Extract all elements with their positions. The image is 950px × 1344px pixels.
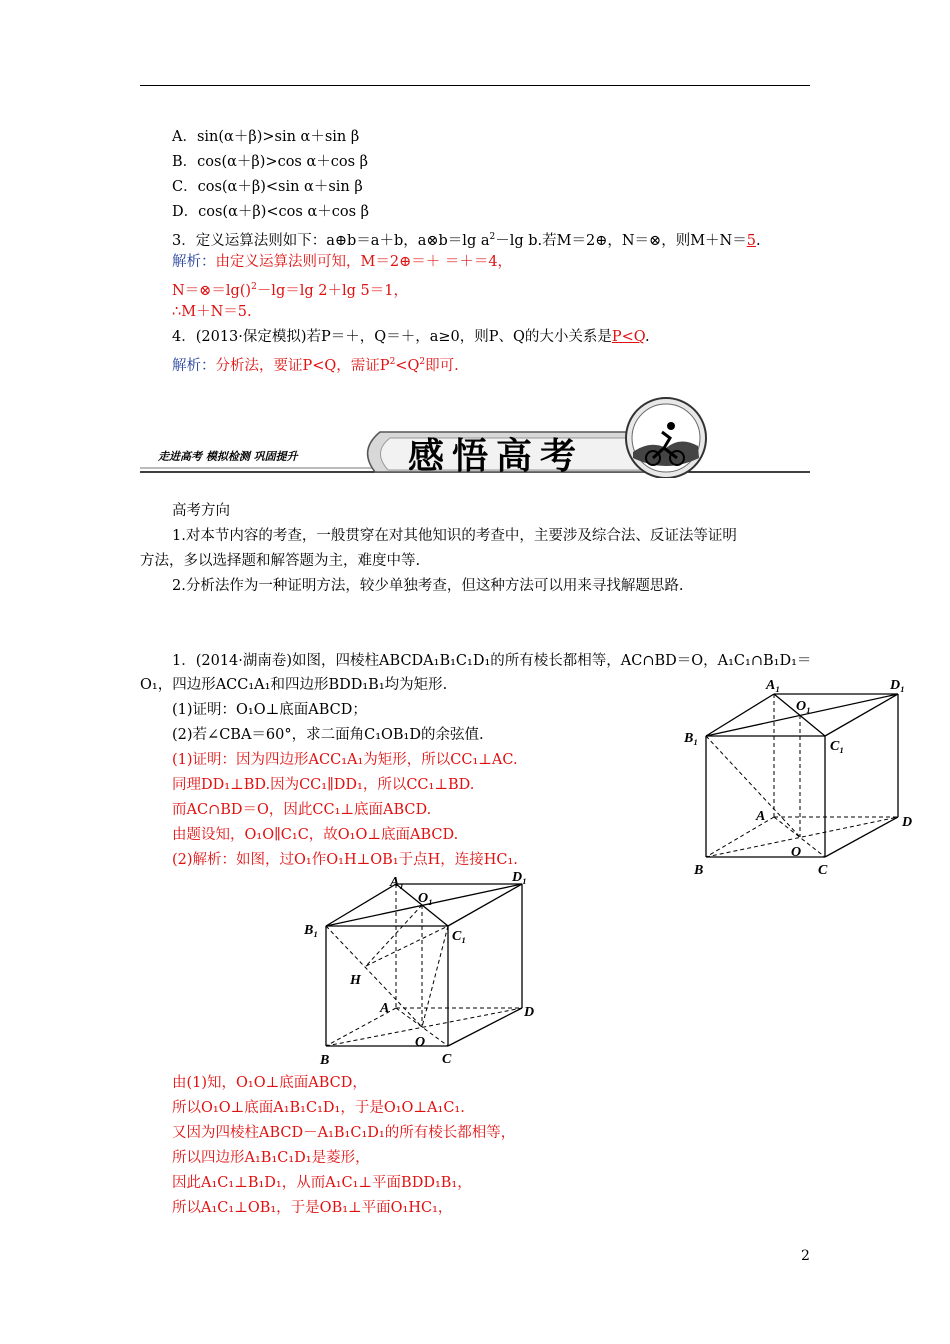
q4-answer: P<Q	[611, 329, 645, 345]
label-a1: A₁	[390, 875, 405, 890]
label-d: D	[524, 1005, 535, 1020]
solution-line: (1)证明：因为四边形ACC₁A₁为矩形，所以CC₁⊥AC.	[172, 752, 518, 768]
label-c: C	[818, 863, 828, 878]
problem1-part2: (2)若∠CBA＝60°，求二面角C₁OB₁D的余弦值.	[172, 727, 484, 743]
option-c: C．cos(α＋β)<sin α＋sin β	[172, 179, 363, 195]
header-rule	[140, 85, 810, 86]
label-b1: B₁	[684, 731, 699, 746]
prism-figure-2	[300, 866, 550, 1071]
solution-line: 所以四边形A₁B₁C₁D₁是菱形，	[172, 1150, 370, 1166]
solution-line: 因此A₁C₁⊥B₁D₁，从而A₁C₁⊥平面BDD₁B₁，	[172, 1175, 472, 1191]
label-o: O	[791, 845, 802, 860]
q3-answer: 5	[746, 232, 756, 249]
section-banner	[140, 396, 810, 478]
solution-line: 所以O₁O⊥底面A₁B₁C₁D₁，于是O₁O⊥A₁C₁.	[172, 1100, 465, 1116]
label-c1: C₁	[830, 739, 845, 754]
solution-line: 而AC∩BD＝O，因此CC₁⊥底面ABCD.	[172, 802, 432, 818]
direction-heading: 高考方向	[172, 503, 230, 519]
label-d1: D₁	[890, 678, 905, 693]
solution-line: (2)解析：如图，过O₁作O₁H⊥OB₁于点H，连接HC₁.	[172, 852, 518, 868]
label-d: D	[902, 815, 913, 830]
label-c1: C₁	[452, 929, 467, 944]
solution-line: 又因为四棱柱ABCD－A₁B₁C₁D₁的所有棱长都相等，	[172, 1125, 516, 1141]
banner-slogan: 走进高考 模拟检测 巩固提升	[158, 450, 298, 463]
solution-line: 同理DD₁⊥BD.因为CC₁∥DD₁，所以CC₁⊥BD.	[172, 777, 475, 793]
label-o: O	[415, 1035, 426, 1050]
option-a: A．sin(α＋β)>sin α＋sin β	[172, 129, 360, 145]
problem1-part1: (1)证明：O₁O⊥底面ABCD；	[172, 702, 367, 718]
q3-solution-line1: 解析：由定义运算法则可知，M＝2⊕＝＋ ＝＋＝4，	[172, 254, 513, 270]
label-b: B	[320, 1053, 330, 1068]
question-4: 4．(2013·保定模拟)若P＝＋，Q＝＋，a≥0，则P、Q的大小关系是P<Q.	[172, 329, 650, 345]
label-h: H	[350, 973, 361, 988]
solution-line: 由题设知，O₁O∥C₁C，故O₁O⊥底面ABCD.	[172, 827, 459, 843]
direction-p2: 2.分析法作为一种证明方法，较少单独考查，但这种方法可以用来寻找解题思路.	[172, 578, 684, 594]
label-b: B	[694, 863, 704, 878]
label-c: C	[442, 1052, 452, 1067]
problem1-stem: 1．(2014·湖南卷)如图，四棱柱ABCDA₁B₁C₁D₁的所有棱长都相等，AC∩BD＝O，A₁C₁∩B₁D₁＝	[172, 653, 812, 669]
banner-title: 感悟高考	[408, 436, 585, 477]
option-b: B．cos(α＋β)>cos α＋cos β	[172, 154, 369, 170]
option-d: D．cos(α＋β)<cos α＋cos β	[172, 204, 370, 220]
label-b1: B₁	[304, 923, 319, 938]
label-o1: O₁	[796, 699, 811, 714]
page-number: 2	[801, 1248, 810, 1264]
label-d1: D₁	[512, 870, 527, 885]
question-3: 3．定义运算法则如下：a⊕b＝a＋b，a⊗b＝lg $a^2-\lg$ b.若M＝2⊕，N＝⊗，则M＋N＝5.	[172, 232, 761, 249]
label-a: A	[756, 809, 766, 824]
direction-p1a: 1.对本节内容的考查，一般贯穿在对其他知识的考查中，主要涉及综合法、反证法等证明	[172, 528, 737, 544]
problem1-stem2: O₁，四边形ACC₁A₁和四边形BDD₁B₁均为矩形.	[140, 677, 448, 693]
label-a1: A₁	[766, 678, 781, 693]
q3-solution-line3: ∴M＋N＝5.	[172, 304, 252, 320]
direction-p1b: 方法，多以选择题和解答题为主，难度中等.	[140, 553, 421, 569]
q3-solution-line2: N＝⊗＝lg()$^2$－lg＝lg 2＋lg 5＝1，	[172, 282, 408, 299]
solution-line: 由(1)知，O₁O⊥底面ABCD，	[172, 1075, 367, 1091]
label-o1: O₁	[418, 891, 433, 906]
label-a: A	[380, 1001, 390, 1016]
solution-line: 所以A₁C₁⊥OB₁，于是OB₁⊥平面O₁HC₁，	[172, 1200, 453, 1216]
q4-solution: 解析：分析法，要证P<Q，需证$P^2<Q^2$即可.	[172, 357, 459, 374]
prism-figure-1	[670, 672, 920, 887]
